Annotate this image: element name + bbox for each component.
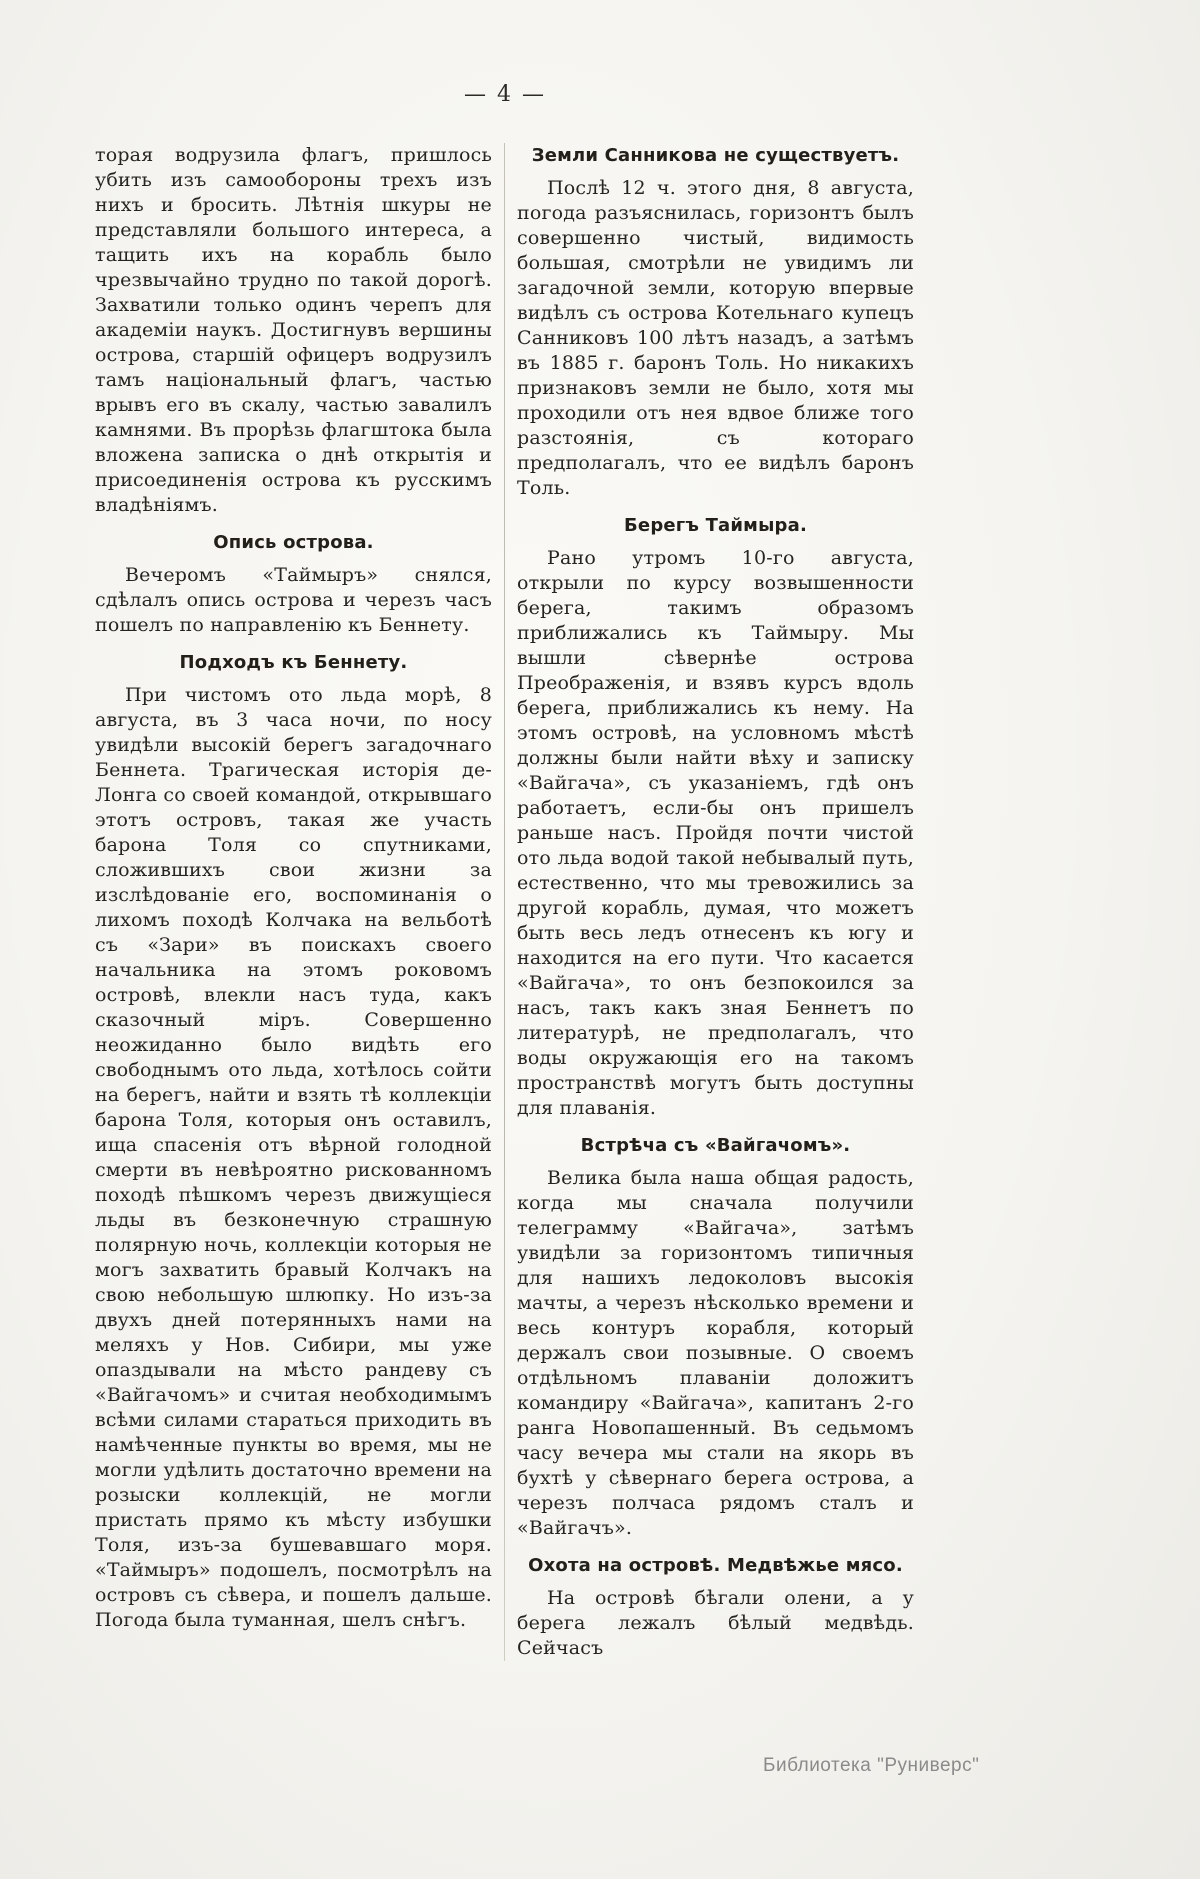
body-paragraph: Рано утромъ 10-го августа, открыли по курсу возвышенности берега, такимъ образомъ приближались къ Таймыру. Мы вышли сѣвернѣе острова Преображенія, и взявъ курсъ вдоль берега, приближались къ нему. На этомъ островѣ, на условномъ мѣстѣ должны были найти вѣху и записку «Вайгача», съ указаніемъ, гдѣ онъ работаетъ, если-бы онъ пришелъ раньше насъ. Пройдя почти чистой ото льда водой такой небывалый путь, естественно, что мы тревожились за другой корабль, думая, что можетъ быть весь ледъ отнесенъ къ югу и находится на его пути. Что касается «Вайгача», то онъ безпокоился за насъ, такъ какъ зная Беннетъ по литературѣ, не предполагалъ, что воды окружающія его на такомъ пространствѣ могутъ быть доступны для плаванія. xyxy=(517,547,914,1119)
body-paragraph: Вечеромъ «Таймыръ» снялся, сдѣлалъ опись острова и черезъ часъ пошелъ по направленію къ Беннету. xyxy=(95,564,492,636)
left-column xyxy=(95,143,492,1661)
body-paragraph: Послѣ 12 ч. этого дня, 8 августа, погода разъяснилась, горизонтъ былъ совершенно чистый, видимость большая, смотрѣли не увидимъ ли загадочной земли, которую впервые видѣлъ съ острова Котельнаго купецъ Санниковъ 100 лѣтъ назадъ, а затѣмъ въ 1885 г. баронъ Толь. Но никакихъ признаковъ земли не было, хотя мы проходили отъ нея вдвое ближе того разстоянія, съ котораго предполагалъ, что ее видѣлъ баронъ Толь. xyxy=(517,177,914,499)
section-heading: Берегъ Таймыра. xyxy=(624,515,807,536)
body-paragraph: При чистомъ ото льда морѣ, 8 августа, въ 3 часа ночи, по носу увидѣли высокій берегъ загадочнаго Беннета. Трагическая исторія де-Лонга со своей командой, открывшаго этотъ островъ, такая же участь барона Толя со спутниками, сложившихъ свои жизни за изслѣдованіе его, воспоминанія о лихомъ походѣ Колчака на вельботѣ съ «Зари» въ поискахъ своего начальника на этомъ роковомъ островѣ, влекли насъ туда, какъ сказочный міръ. Совершенно неожиданно было видѣть его свободнымъ ото льда, хотѣлось сойти на берегъ, найти и взять тѣ коллекціи барона Толя, которыя онъ оставилъ, ища спасенія отъ вѣрной голодной смерти въ невѣроятно рискованномъ походѣ пѣшкомъ черезъ движущіеся льды въ безконечную страшную полярную ночь, коллекціи которыя не могъ захватить бравый Колчакъ на свою небольшую шлюпку. Но изъ-за двухъ дней потерянныхъ нами на меляхъ у Нов. Сибири, мы уже опаздывали на мѣсто рандеву съ «Вайгачомъ» и считая необходимымъ всѣми силами стараться приходить въ намѣченные пункты во время, мы не могли удѣлить достаточно времени на розыски коллекцій, не могли пристать прямо къ мѣсту избушки Толя, изъ-за бушевавшаго моря. «Таймыръ» подошелъ, посмотрѣлъ на островъ съ сѣвера, и пошелъ дальше. Погода была туманная, шелъ снѣгъ. xyxy=(95,684,492,1631)
section-heading: Подходъ къ Беннету. xyxy=(179,652,408,673)
column-divider-rule xyxy=(504,143,505,1661)
section-heading: Охота на островѣ. Медвѣжье мясо. xyxy=(528,1555,903,1576)
body-paragraph: Велика была наша общая радость, когда мы сначала получили телеграмму «Вайгача», затѣмъ увидѣли за горизонтомъ типичныя для нашихъ ледоколовъ высокія мачты, а черезъ нѣсколько времени и весь контуръ корабля, который держалъ свои позывные. О своемъ отдѣльномъ плаваніи доложитъ командиру «Вайгача», капитанъ 2-го ранга Новопашенный. Въ седьмомъ часу вечера мы стали на якорь въ бухтѣ у сѣвернаго берега острова, а черезъ полчаса рядомъ сталъ и «Вайгачъ». xyxy=(517,1167,914,1539)
body-paragraph: торая водрузила флагъ, пришлось убить изъ самообороны трехъ изъ нихъ и бросить. Лѣтнія шкуры не представляли большого интереса, а тащить ихъ на корабль было чрезвычайно трудно по такой дорогѣ. Захватили только одинъ черепъ для академіи наукъ. Достигнувъ вершины острова, старшій офицеръ водрузилъ тамъ національный флагъ, частью врывъ его въ скалу, частью завалилъ камнями. Въ прорѣзь флагштока была вложена записка о днѣ открытія и присоединенія острова къ русскимъ владѣніямъ. xyxy=(95,144,492,516)
section-heading: Опись острова. xyxy=(213,532,374,553)
section-heading: Встрѣча съ «Вайгачомъ». xyxy=(580,1135,851,1156)
body-paragraph: На островѣ бѣгали олени, а у берега лежалъ бѣлый медвѣдь. Сейчасъ xyxy=(517,1587,914,1659)
library-watermark: Библиотека "Руниверс" xyxy=(763,1755,980,1776)
article-columns xyxy=(95,143,915,1661)
right-column xyxy=(517,143,914,1661)
page-number: — 4 — xyxy=(464,82,546,107)
section-heading: Земли Санникова не существуетъ. xyxy=(531,145,900,166)
